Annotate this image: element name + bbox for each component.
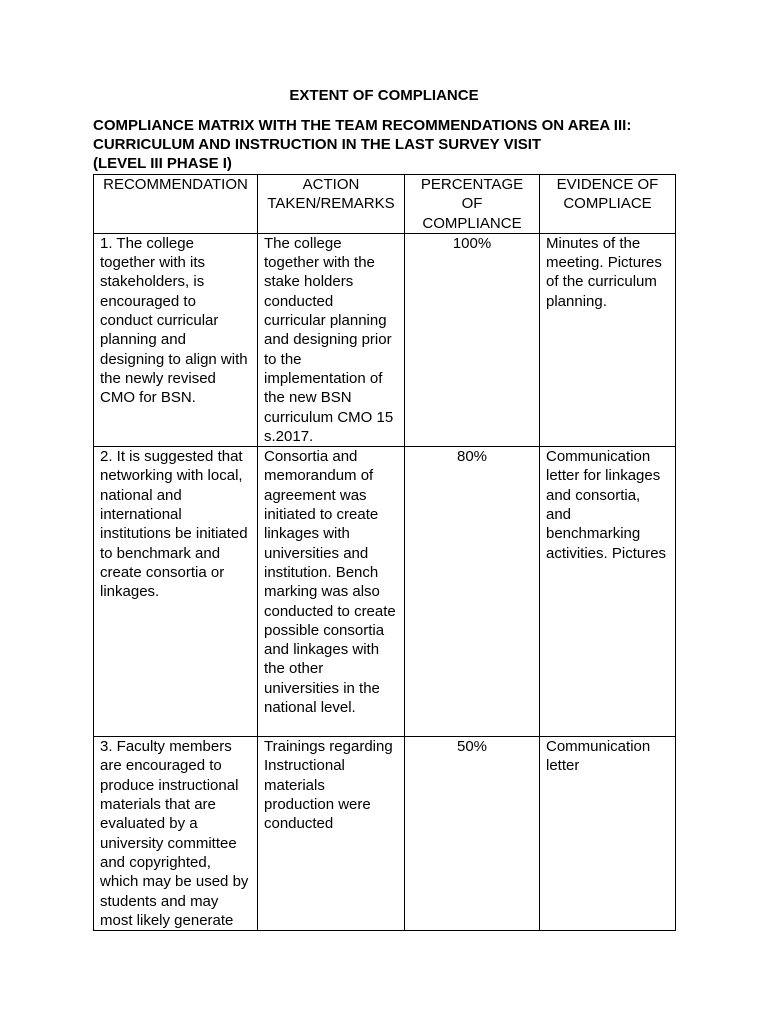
percentage-cell: 80% — [405, 447, 540, 737]
recommendation-cell: 3. Faculty members are encouraged to produce instructional materials that are evaluated by a university committee and copyrighted, which may be used by students and may most likely generate — [94, 737, 258, 931]
heading-line: (LEVEL III PHASE I) — [93, 155, 232, 172]
heading-line: COMPLIANCE MATRIX WITH THE TEAM RECOMMENDATIONS ON AREA III: — [93, 117, 632, 134]
document-heading — [93, 116, 693, 173]
action-cell: Trainings regarding Instructional materials production were conducted — [258, 737, 405, 931]
header-percentage: PERCENTAGE OF COMPLIANCE — [405, 175, 540, 234]
compliance-matrix-table — [93, 174, 676, 931]
table-header-row — [94, 175, 676, 234]
header-recommendation: RECOMMENDATION — [94, 175, 258, 234]
heading-line: CURRICULUM AND INSTRUCTION IN THE LAST SURVEY VISIT — [93, 136, 542, 153]
header-action-taken: ACTION TAKEN/REMARKS — [258, 175, 405, 234]
percentage-cell: 100% — [405, 233, 540, 446]
table-row — [94, 447, 676, 737]
table-row — [94, 737, 676, 931]
table-row — [94, 233, 676, 446]
evidence-cell: Communication letter for linkages and consortia, and benchmarking activities. Pictures — [540, 447, 676, 737]
evidence-cell: Communication letter — [540, 737, 676, 931]
recommendation-cell: 2. It is suggested that networking with local, national and international institutions be initiated to benchmark and create consortia or linkages. — [94, 447, 258, 737]
action-cell: The college together with the stake holders conducted curricular planning and designing prior to the implementation of the new BSN curriculum CMO 15 s.2017. — [258, 233, 405, 446]
recommendation-cell: 1. The college together with its stakeholders, is encouraged to conduct curricular planning and designing to align with the newly revised CMO for BSN. — [94, 233, 258, 446]
percentage-cell: 50% — [405, 737, 540, 931]
page-title: EXTENT OF COMPLIANCE — [289, 87, 479, 104]
evidence-cell: Minutes of the meeting. Pictures of the curriculum planning. — [540, 233, 676, 446]
action-cell: Consortia and memorandum of agreement was initiated to create linkages with universities and institution. Bench marking was also conducted to create possible consortia and linkages with the other universities in the national level. — [258, 447, 405, 737]
header-evidence: EVIDENCE OF COMPLIACE — [540, 175, 676, 234]
